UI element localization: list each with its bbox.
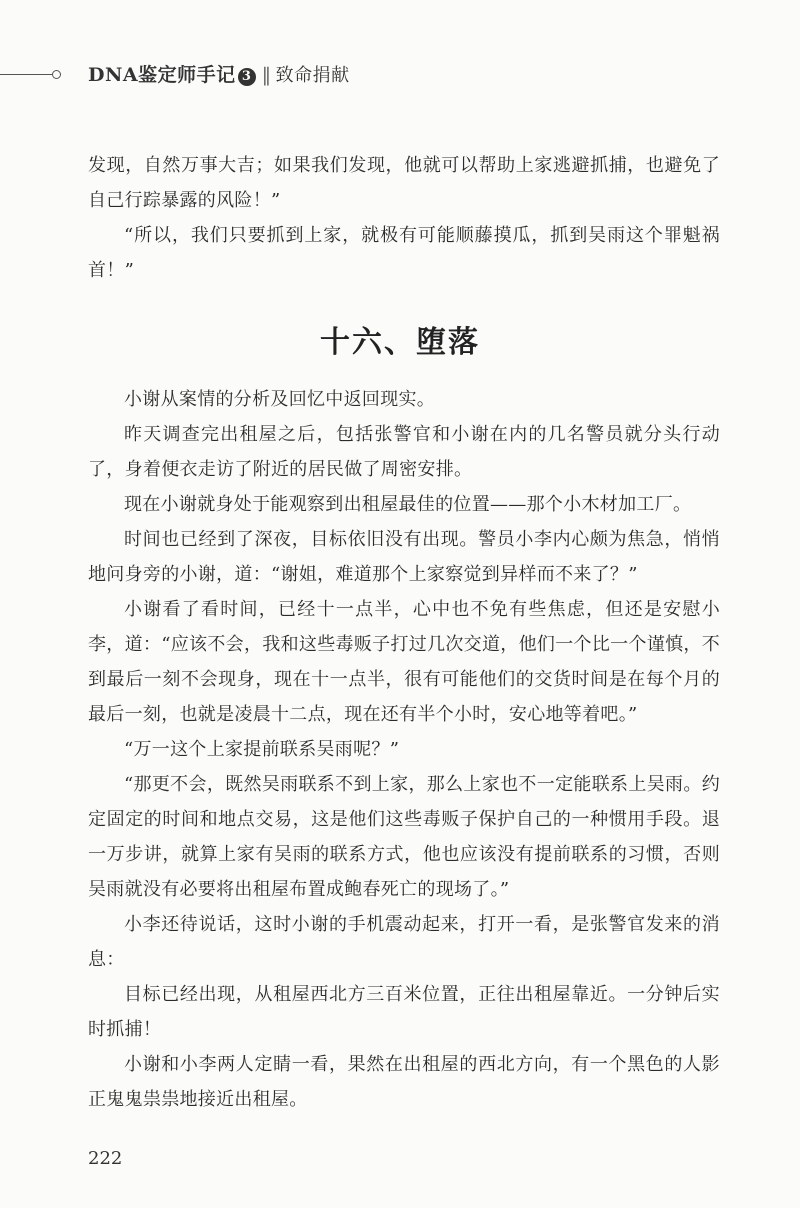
paragraph: 昨天调查完出租屋之后，包括张警官和小谢在内的几名警员就分头行动了，身着便衣走访了附近的居民做了周密安排。 (88, 424, 720, 480)
paragraph: “那更不会，既然吴雨联系不到上家，那么上家也不一定能联系上吴雨。约定固定的时间和地点交易，这是他们这些毒贩子保护自己的一种惯用手段。退一万步讲，就算上家有吴雨的联系方式，他也应该没有提前联系的习惯，否则吴雨就没有必要将出租屋布置成鲍春死亡的现场了。” (88, 774, 720, 900)
volume-badge: 3 (238, 68, 256, 86)
page-number: 222 (88, 1148, 123, 1169)
chapter-body (88, 382, 720, 1117)
paragraph: 小谢和小李两人定睛一看，果然在出租屋的西北方向，有一个黑色的人影正鬼鬼祟祟地接近出租屋。 (88, 1054, 720, 1110)
header-title (88, 60, 350, 87)
paragraph: 时间也已经到了深夜，目标依旧没有出现。警员小李内心颇为焦急，悄悄地问身旁的小谢，道：“谢姐，难道那个上家察觉到异样而不来了？” (88, 529, 720, 585)
continued-text (88, 148, 720, 288)
header-dot (52, 70, 61, 79)
paragraph: 发现，自然万事大吉；如果我们发现，他就可以帮助上家逃避抓捕，也避免了自己行踪暴露的风险！” (88, 155, 720, 211)
paragraph: “所以，我们只要抓到上家，就极有可能顺藤摸瓜，抓到吴雨这个罪魁祸首！” (88, 225, 720, 281)
paragraph: 小谢从案情的分析及回忆中返回现实。 (124, 389, 436, 410)
paragraph: 小李还待说话，这时小谢的手机震动起来，打开一看，是张警官发来的消息： (88, 914, 720, 970)
message-text: 目标已经出现，从租屋西北方三百米位置，正往出租屋靠近。一分钟后实时抓捕！ (88, 984, 720, 1040)
paragraph: 小谢看了看时间，已经十一点半，心中也不免有些焦虑，但还是安慰小李，道：“应该不会，我和这些毒贩子打过几次交道，他们一个比一个谨慎，不到最后一刻不会现身，现在十一点半，很有可能他们的交货时间是在每个月的最后一刻，也就是凌晨十二点，现在还有半个小时，安心地等着吧。” (88, 599, 720, 725)
chapter-title: 十六、堕落 (320, 325, 480, 360)
paragraph: 现在小谢就身处于能观察到出租屋最佳的位置——那个小木材加工厂。 (124, 494, 692, 515)
header-separator: ‖ (261, 64, 272, 86)
header-rule (0, 74, 52, 75)
book-subtitle: 致命捐献 (275, 65, 350, 86)
book-title: DNA鉴定师手记 (88, 64, 236, 86)
paragraph: “万一这个上家提前联系吴雨呢？” (124, 739, 400, 760)
running-header (0, 58, 800, 88)
